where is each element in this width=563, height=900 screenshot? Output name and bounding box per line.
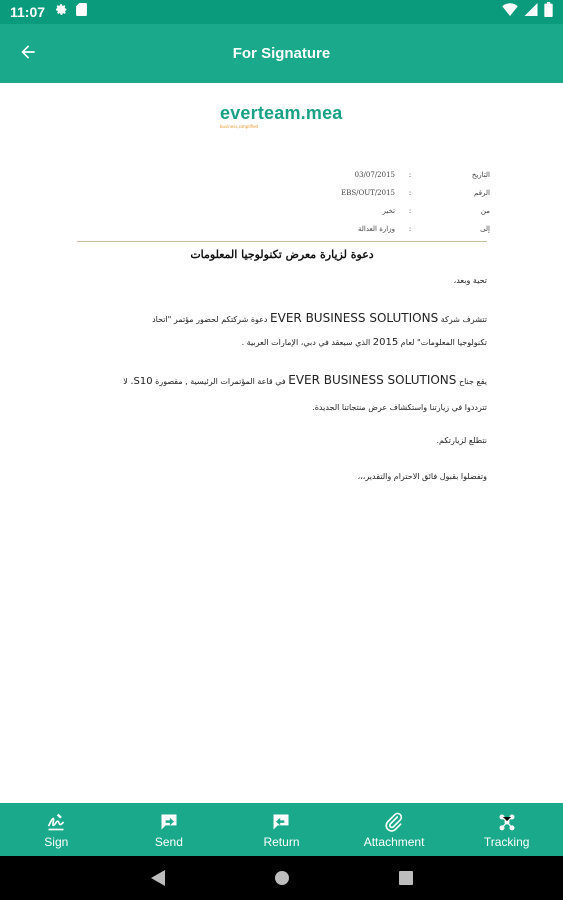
system-back-button[interactable] <box>146 866 170 890</box>
document-meta <box>290 166 490 238</box>
paragraph-2-line-1: يقع جناح EVER BUSINESS SOLUTIONS في قاعة المؤتمرات الرئيسية , مقصورة S10. لا <box>123 373 487 387</box>
recents-square-icon <box>399 871 413 885</box>
paragraph-1-line-2: تكنولوجيا المعلومات" لعام 2015 الذي سيعقد في دبي، الإمارات العربية . <box>241 337 487 348</box>
paragraph-3: نتطلع لزيارتكم. <box>436 436 487 445</box>
meta-row-to: وزارة العدالة : إلى <box>290 220 490 238</box>
logo-name: everteam.mea <box>220 103 343 123</box>
bottom-action-bar <box>0 803 563 856</box>
signal-icon <box>524 3 538 21</box>
attachment-label: Attachment <box>363 834 425 849</box>
system-navigation-bar <box>0 856 563 900</box>
paragraph-1-line-1: تتشرف شركة EVER BUSINESS SOLUTIONS دعوة شركتكم لحضور مؤتمر "اتحاد <box>152 311 487 325</box>
tracking-icon <box>496 811 518 833</box>
meta-label: التاريخ <box>471 171 490 179</box>
send-label: Send <box>154 834 183 849</box>
return-label: Return <box>263 834 300 849</box>
app-bar <box>0 24 563 83</box>
system-recents-button[interactable] <box>394 866 418 890</box>
meta-label: إلى <box>480 225 490 233</box>
sign-label: Sign <box>44 834 69 849</box>
meta-value: 03/07/2015 <box>354 171 395 179</box>
closing: وتفضلوا بقبول فائق الاحترام والتقدير،،، <box>357 472 487 481</box>
paragraph-2-line-2: تترددوا في زيارتنا واستكشاف عرض منتجاتنا الجديدة. <box>312 403 487 412</box>
company-logo <box>220 103 350 133</box>
settings-icon <box>55 3 68 21</box>
arrow-back-icon <box>18 42 38 66</box>
logo-tagline: business,simplified <box>220 124 259 129</box>
sd-card-icon <box>76 3 87 21</box>
sign-button[interactable] <box>0 803 113 856</box>
back-triangle-icon <box>151 870 165 886</box>
send-button[interactable] <box>113 803 226 856</box>
meta-row-number: EBS/OUT/2015 : الرقم <box>290 184 490 202</box>
attachment-icon <box>384 811 404 833</box>
status-bar <box>0 0 563 24</box>
sign-icon <box>46 811 66 833</box>
home-circle-icon <box>274 870 290 886</box>
attachment-button[interactable] <box>338 803 451 856</box>
wifi-icon <box>502 3 518 21</box>
greeting: تحية وبعد، <box>453 276 487 285</box>
tracking-button[interactable] <box>450 803 563 856</box>
page-title: For Signature <box>232 45 331 62</box>
send-icon <box>159 811 179 833</box>
meta-row-from: تخير : من <box>290 202 490 220</box>
tracking-label: Tracking <box>483 834 530 849</box>
divider <box>77 241 487 242</box>
meta-value: تخير <box>382 207 395 215</box>
document-title: دعوة لزيارة معرض تكنولوجيا المعلومات <box>190 248 374 261</box>
back-button[interactable] <box>0 24 56 83</box>
meta-row-date: 03/07/2015 : التاريخ <box>290 166 490 184</box>
meta-label: الرقم <box>474 189 490 197</box>
status-time: 11:07 <box>10 4 46 20</box>
battery-icon <box>544 2 553 22</box>
meta-value: EBS/OUT/2015 <box>341 189 395 197</box>
return-icon <box>271 811 291 833</box>
document-viewer[interactable] <box>0 83 563 803</box>
meta-value: وزارة العدالة <box>358 225 395 233</box>
system-home-button[interactable] <box>270 866 294 890</box>
return-button[interactable] <box>225 803 338 856</box>
meta-label: من <box>480 207 490 215</box>
